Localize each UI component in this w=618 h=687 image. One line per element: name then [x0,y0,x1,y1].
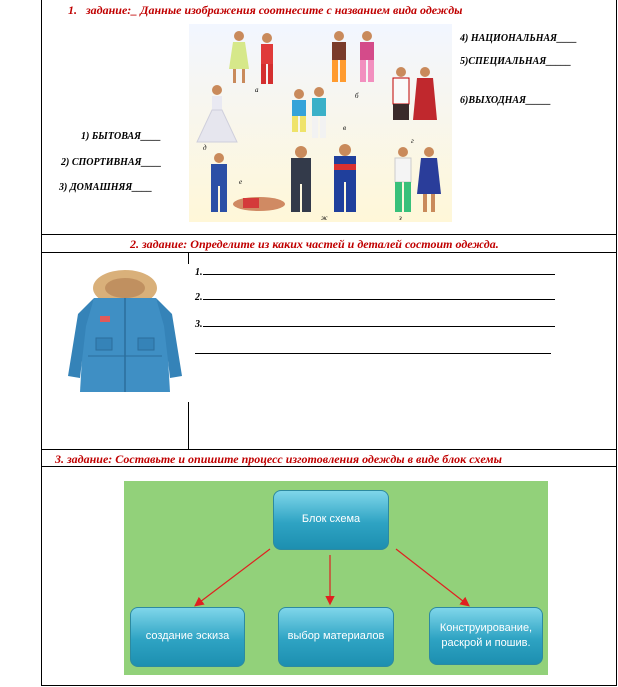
node-construction: Конструирование, раскрой и пошив. [429,607,543,665]
block-diagram [124,481,548,675]
figure-girl-red-icon [261,33,273,84]
answer-line-3[interactable]: 3. [195,318,555,330]
image-letter-zh: ж [321,214,328,222]
task2-title: 2. задание: Определите из каких частей и деталей состоит одежда. [130,237,499,251]
figure-mechanic-icon [334,144,356,212]
clothing-figures-illustration [189,24,452,222]
figure-worker-icon [291,146,311,212]
category-home: 3) ДОМАШНЯЯ____ [59,182,153,193]
figure-sport-boy-icon [211,153,227,212]
figure-ballgown-icon [197,85,237,142]
clothing-types-image [189,24,452,222]
figure-girl-dress-icon [229,31,249,83]
category-sport: 2) СПОРТИВНАЯ____ [61,157,162,168]
figure-girl-pink-icon [360,31,374,82]
image-letter-a: а [255,86,259,94]
node-sketch: создание эскиза [130,607,245,667]
category-formal: 6)ВЫХОДНАЯ_____ [460,95,551,106]
image-letter-e: е [239,178,243,186]
figure-kid-casual-icon [292,89,306,132]
row-divider-2 [41,252,617,253]
root-node: Блок схема [273,490,389,550]
blue-parka-icon [48,264,202,402]
category-special: 5)СПЕЦИАЛЬНАЯ_____ [460,56,572,67]
task3-title: 3. задание: Составьте и опишите процесс изготовления одежды в виде блок схемы [55,452,502,466]
figure-national-couple-icon [393,67,437,120]
image-letter-z: з [399,214,402,222]
figure-doctor-icon [395,147,411,212]
figure-kid-white-icon [312,87,326,138]
arrow-to-construction [396,549,468,605]
jacket-image [48,264,202,402]
figure-boy-hat-icon [332,31,346,82]
row-divider-3 [41,449,617,450]
image-letter-v: в [343,124,347,132]
image-letter-d: д [203,144,207,152]
arrow-to-sketch [196,549,270,605]
answer-line-1[interactable]: 1. [195,266,555,278]
category-national: 4) НАЦИОНАЛЬНАЯ____ [460,33,578,44]
figure-lying-man-icon [233,197,285,211]
answer-line-4[interactable] [195,345,551,357]
image-letter-b: б [355,92,359,100]
node-materials: выбор материалов [278,607,394,667]
category-household: 1) БЫТОВАЯ____ [81,131,162,142]
task1-title: 1. задание:_ Данные изображения соотнесите с названием вида одежды [68,3,463,17]
row-divider-1 [41,234,617,235]
image-letter-g: г [411,137,414,145]
figure-nurse-icon [417,147,441,212]
answer-line-2[interactable]: 2. [195,291,555,303]
